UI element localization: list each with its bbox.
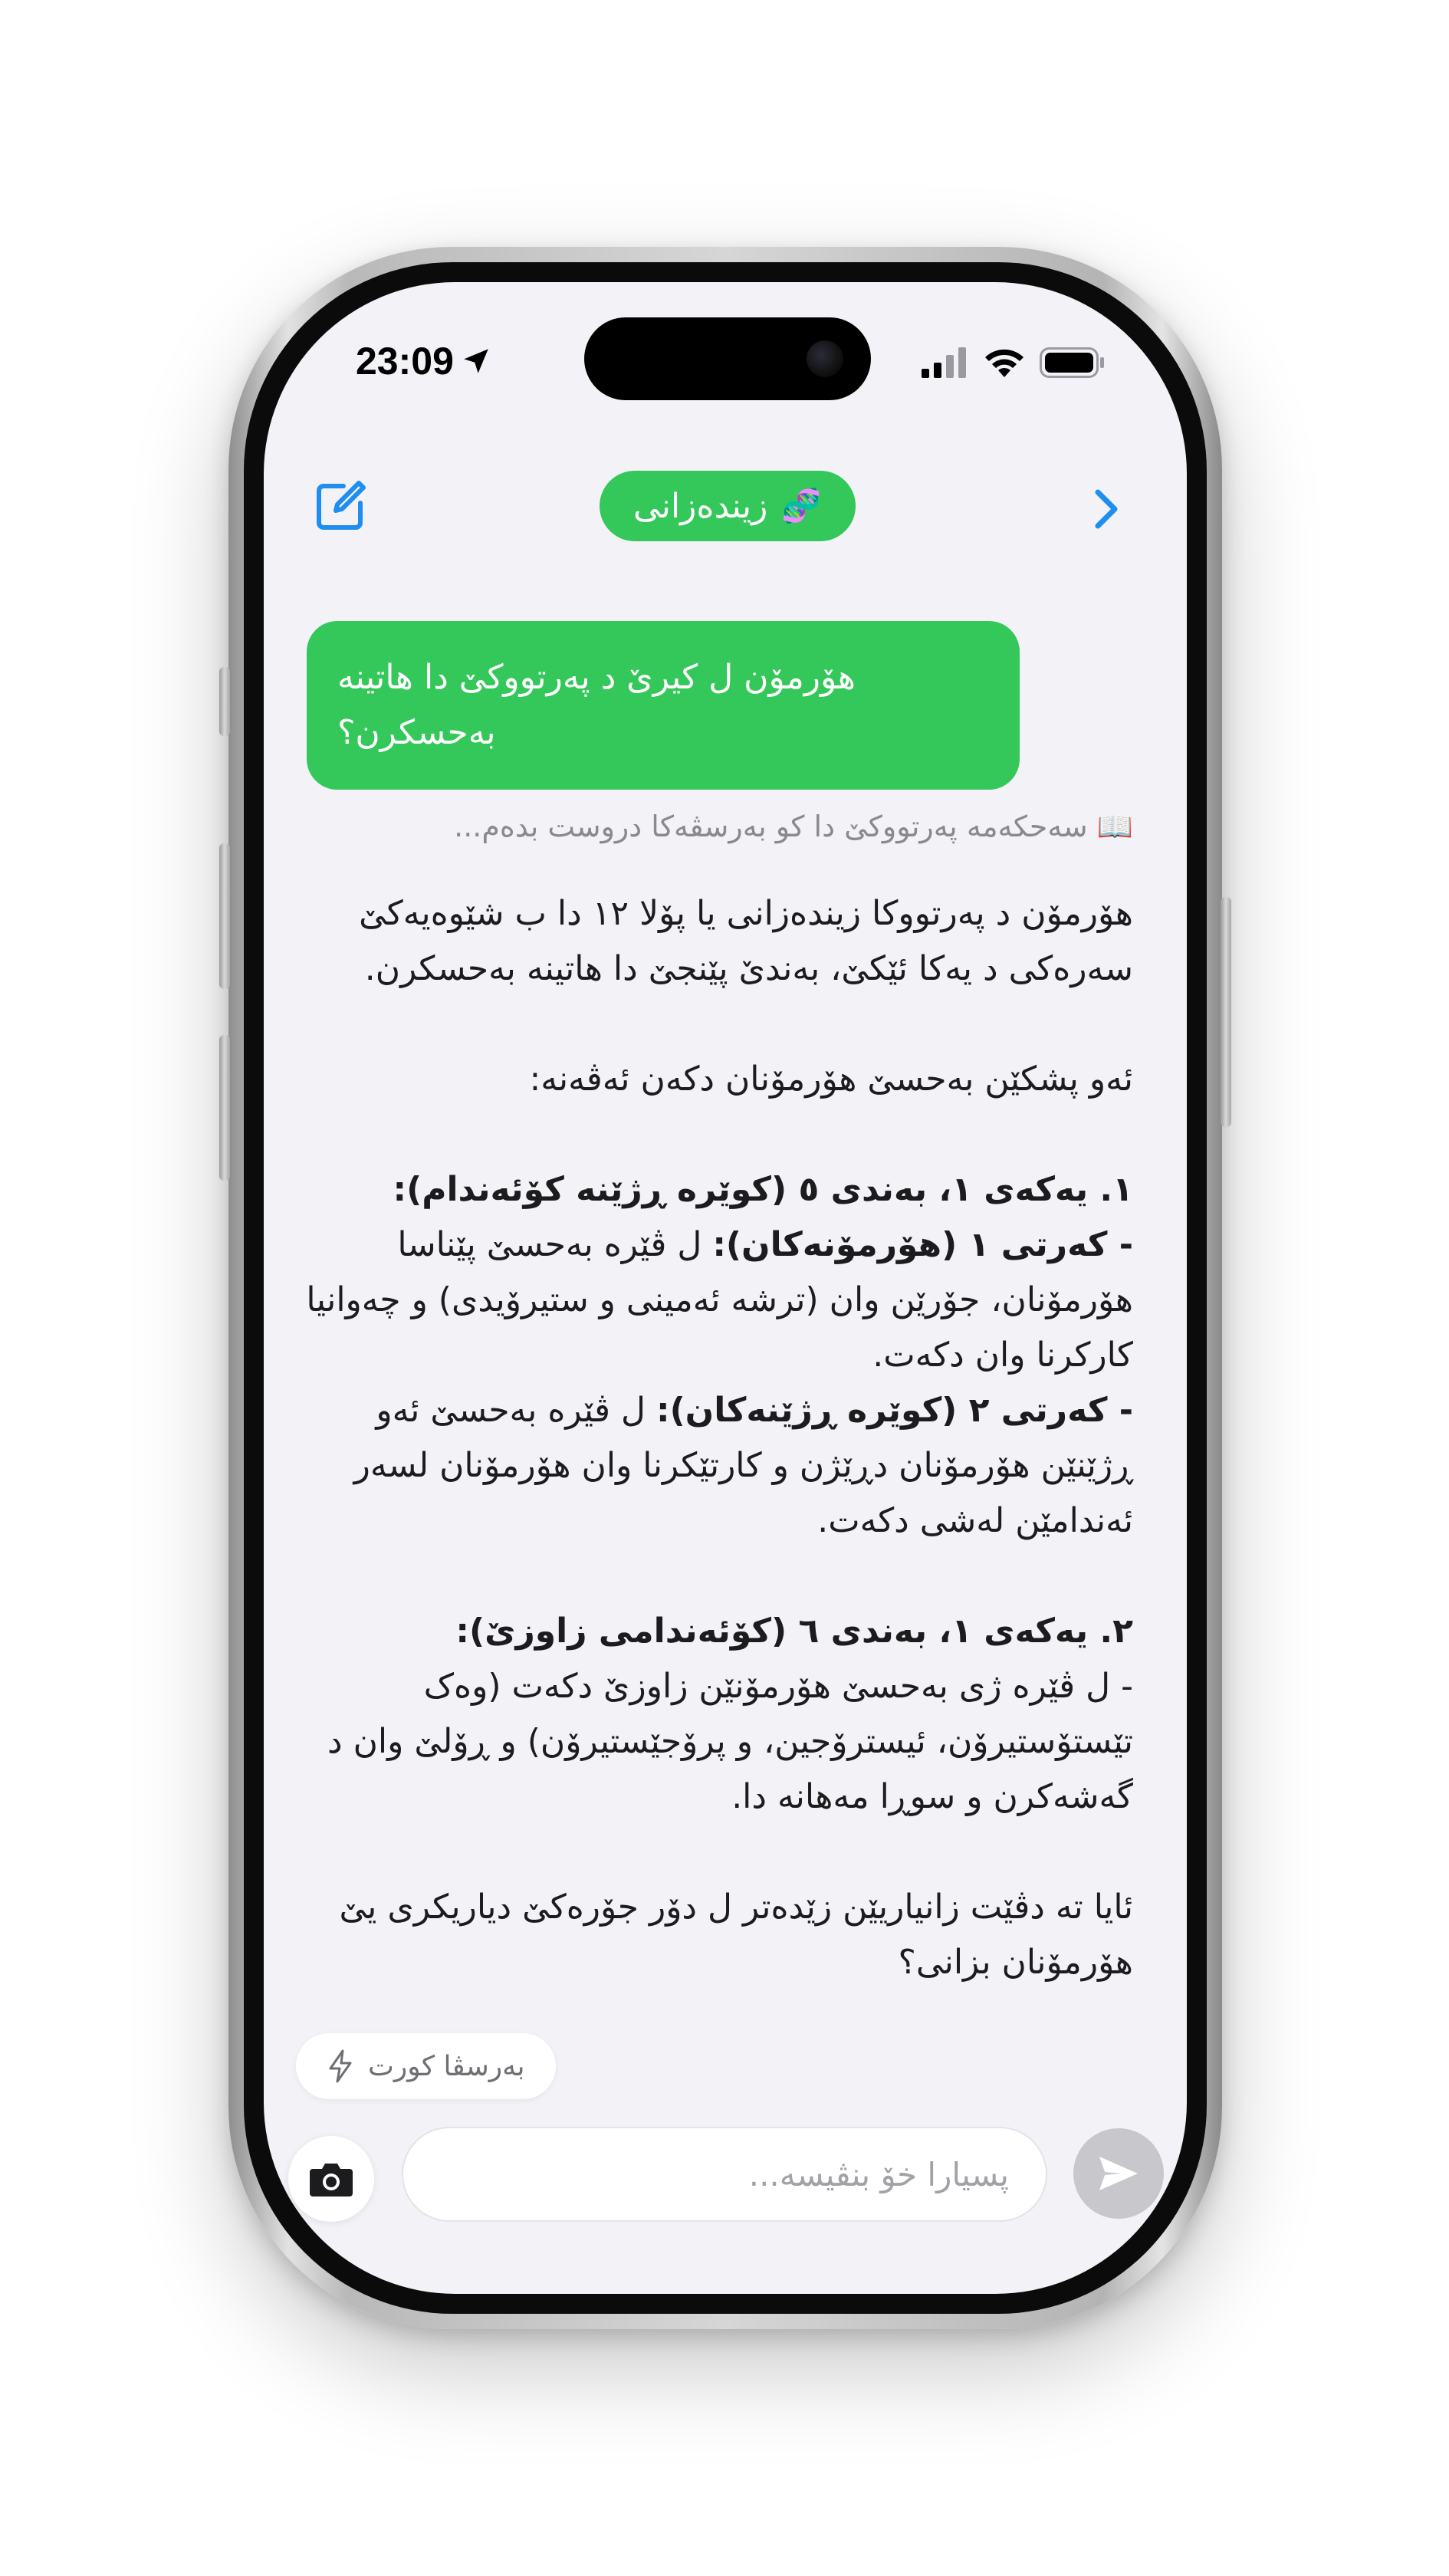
short-answer-label: بەرسڤا کورت: [368, 2050, 525, 2082]
chevron-right-icon: [1079, 478, 1133, 540]
section-1-item-2: [305, 1383, 1133, 1549]
assistant-status-note: 📖 سەحکەمە پەرتووکێ دا کو بەرسڤەکا دروست بدەم...: [454, 810, 1133, 843]
volume-up-button: [219, 843, 230, 989]
section-2-title: ٢. یەکەی ١، بەندی ٦ (کۆئەندامی زاوزێ):: [455, 1612, 1133, 1651]
section-1-item-2-label: - کەرتی ٢ (کوێرە ڕژێنەکان):: [656, 1391, 1133, 1430]
assistant-message: [305, 886, 1133, 1990]
short-answer-chip[interactable]: [296, 2033, 556, 2099]
section-1-item-1-label: - کەرتی ١ (هۆرمۆنەکان):: [712, 1225, 1133, 1264]
lightning-icon: [327, 2049, 354, 2083]
send-button[interactable]: [1073, 2128, 1164, 2219]
volume-down-button: [219, 1035, 230, 1181]
subject-selector[interactable]: [600, 471, 856, 541]
compose-icon: [310, 475, 371, 537]
power-button: [1221, 897, 1231, 1127]
section-1-item-1-text: ل ڤێرە بەحسێ پێناسا هۆرمۆنان، جۆرێن وان (ترشە ئەمینی و ستیرۆیدی) و چەوانیا کارکرنا وان دکەت.: [306, 1225, 1133, 1375]
dna-icon: 🧬: [781, 487, 822, 524]
message-input[interactable]: [402, 2127, 1047, 2222]
new-chat-button[interactable]: [310, 475, 371, 537]
battery-icon: [1040, 347, 1106, 378]
send-icon: [1096, 2154, 1141, 2193]
action-button: [219, 667, 230, 736]
status-indicators: [922, 347, 1106, 379]
front-camera: [807, 340, 843, 377]
answer-intro: هۆرمۆن د پەرتووکا زیندەزانی یا پۆلا ١٢ دا ب شێوەیەکێ سەرەکی د یەکا ئێکێ، بەندێ پێنجێ دا هاتینە بەحسکرن.: [359, 894, 1133, 988]
dynamic-island: [584, 317, 871, 400]
camera-icon: [308, 2160, 354, 2198]
user-message-text: هۆرمۆن ل کیرێ د پەرتووکێ دا هاتینە بەحسکرن؟: [337, 658, 856, 752]
status-time: [356, 339, 492, 383]
section-1-item-2-text: ل ڤێرە بەحسێ ئەو ڕژێنێن هۆرمۆنان دڕێژن و کارتێکرنا وان هۆرمۆنان لسەر ئەندامێن لەشی دکەت.: [353, 1391, 1133, 1540]
answer-lead: ئەو پشکێن بەحسێ هۆرمۆنان دکەن ئەڤەنە:: [529, 1060, 1133, 1099]
status-time-text: 23:09: [356, 340, 454, 383]
answer-outro: ئایا تە دڤێت زانیاریێن زێدەتر ل دۆر جۆرەکێ دیاریکری یێ هۆرمۆنان بزانی؟: [339, 1888, 1133, 1982]
location-arrow-icon: [460, 345, 492, 377]
user-message-bubble: [307, 621, 1020, 790]
phone-screen: [264, 282, 1187, 2294]
forward-button[interactable]: [1079, 478, 1133, 540]
section-2-item-1: - ل ڤێرە ژی بەحسێ هۆرمۆنێن زاوزێ دکەت (وەک تێستۆستیرۆن، ئیسترۆجین، و پرۆجێستیرۆن) و ڕۆلێ وان د گەشەکرن و سوڕا مەهانە دا.: [327, 1667, 1133, 1816]
section-1-item-1: [305, 1217, 1133, 1383]
cellular-signal-icon: [922, 347, 969, 378]
section-1-title: ١. یەکەی ١، بەندی ٥ (کوێرە ڕژێنە کۆئەندام):: [393, 1170, 1133, 1209]
camera-button[interactable]: [288, 2136, 374, 2222]
subject-label: زیندەزانی: [633, 486, 768, 526]
wifi-icon: [983, 347, 1026, 379]
